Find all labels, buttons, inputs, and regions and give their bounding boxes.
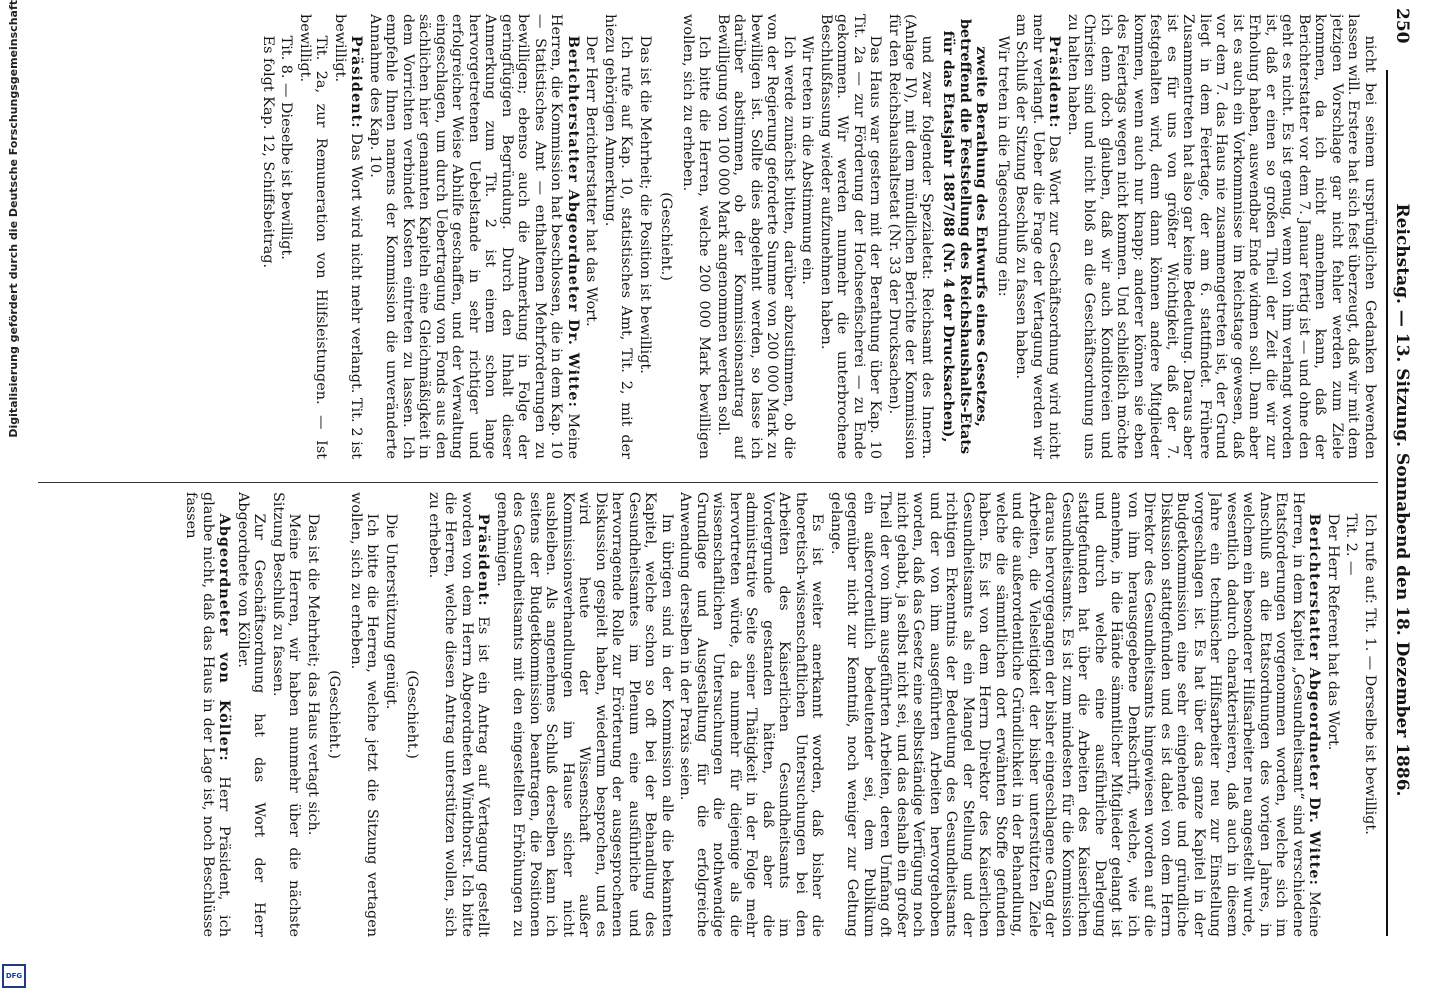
column-divider [38, 482, 1378, 483]
paragraph [828, 492, 1323, 937]
paragraph [383, 492, 400, 937]
paragraph-text: Die Unterstützung genügt. [383, 513, 399, 710]
paragraph-text: zweite Berathung des Entwurfs eines Gesetzes, betreffend die Feststellung des Reichshaushalts-Etats für das Etatsjahr 1887/88 (Nr. 4 der Drucksachen), [940, 18, 991, 455]
speaker-name: Präsident: [475, 513, 493, 607]
page-header [1388, 0, 1432, 1000]
digitization-credit [0, 0, 24, 950]
paragraph [332, 14, 365, 459]
paragraph-text: Das ist die Mehrheit; die Position ist bewilligt. [637, 35, 653, 374]
paragraph-text: und zwar folgender Spezialetat: Reichsamt des Innern. (Anlage IV), mit dem mündlichen Berichte der Kommission für den Reichshaushaltsetat (Nr. 33 der Drucksachen). [886, 14, 935, 459]
right-column [38, 492, 1378, 937]
paragraph-text: Ich rufe auf: Tit. 1. — Derselbe ist bewilligt. [1362, 513, 1378, 835]
paragraph [995, 14, 1012, 459]
paragraph-text: (Geschieht.) [658, 192, 675, 281]
paragraph-text: (Geschieht.) [326, 670, 343, 759]
paragraph [235, 492, 268, 937]
paragraph-text: Es ist weiter anerkannt worden, daß bisher die theoretisch-wissenschaftlichen Untersuchungen bei den Arbeiten des Kaiserlichen Gesundheitsamts im Vordergrunde gestanden hätten, daß aber die administrative Seite seiner Thätigkeit in der Folge mehr hervortreten würde, da nunmehr für diejenige als die wissenschaftlichen Untersuchungen die nothwendige Grundlage und Ausgestaltung für die erfolgreiche Anwendung derselben in der Praxis seien. [677, 492, 826, 937]
paragraph [1325, 492, 1342, 937]
paragraph-text: Ich werde zunächst bitten, darüber abzustimmen, ob die von der Regierung geforderte Summe von 200 000 Mark zu bewilligen ist. Sollte dies abgelehnt werden, so lasse ich darüber abstimmen, ob der Kommissionsantrag auf Bewilligung von 100 000 Mark angenommen werden soll. [715, 14, 797, 459]
running-title: Reichstag. — 13. Sitzung. Sonnabend den 18. Dezember 1886. [1392, 203, 1412, 797]
paragraph [680, 14, 713, 459]
speaker-name: Abgeordneter von Köller: [216, 513, 234, 762]
paragraph-text: Tit. 8. — Dieselbe ist bewilligt. [278, 35, 295, 260]
speaker-name: Berichterstatter Abgeordneter Dr. Witte: [1306, 513, 1324, 886]
paragraph-text: Es ist ein Antrag auf Vertagung gestellt worden von dem Herrn Abgeordneten Windthorst. Ich bitte die Herren, welche diesen Antrag unterstützen wollen, sich zu erheben. [426, 492, 492, 937]
paragraph [818, 14, 884, 459]
header-rule [1386, 70, 1388, 936]
credit-text: Digitalisierung gefördert durch die Deutsche Forschungsgemeinschaft [7, 0, 20, 438]
paragraph [404, 492, 421, 937]
speaker-name: Präsident: [348, 35, 366, 129]
paragraph-text: Meine Herren, die Kommission hat beschlossen, die in dem Kap. 10 — Statistisches Amt — enthaltenen Mehrforderungen zu bewilligen; ebenso auch die Anmerkung in Folge der geringfügigen Begründung. Durch den Inhalt dieser Anmerkung zum Tit. 2 ist einem schon lange hervorgetretenen Uebelstande in sehr richtiger und erfolgreicher Weise Abhilfe geschaffen, und der Verwaltung eingeschlagen, um durch Uebertragung von Fonds aus den sächlichen hier genannten Kapiteln eine Gleichmäßigkeit in dem Vorrichten verbindet Kosten eintreten zu lassen. Ich empfehle Ihnen namens der Kommission die unveränderte Annahme des Kap. 10. [367, 14, 581, 459]
paragraph-text: Das Wort wird nicht mehr verlangt. Tit. 2 ist bewilligt. [332, 14, 365, 459]
paragraph-text: Der Herr Referent hat das Wort. [1325, 513, 1341, 751]
paragraph [278, 14, 295, 459]
paragraph-text: Ich bitte die Herren, welche jetzt die Sitzung vertagen wollen, sich zu erheben. [348, 492, 381, 937]
paragraph-text: Das Wort zur Geschäftsordnung wird nicht mehr verlangt. Ueber die Frage der Vertagung werden wir am Schluß der Sitzung Beschluß zu fassen haben. [1013, 14, 1063, 459]
paragraph-text: Im übrigen sind in der Kommission alle die bekannten Kapitel, welche schon so oft bei der Behandlung des Gesundheitsamtes im Plenum eine ausführliche und hervorragende Rolle zur Erörterung der ausgesprochenen Diskussion gespielt haben, wiederum besprochen, und es wird heute der Wissenschaft außer Kommissionsverhandlungen im Hause sicher nicht ausbleiben. Als angenehmes Schluß derselben kann ich seitens der Budgetkommission beantragen, die Positionen des Gesundheitsamts mit den eingestellten Erhöhungen zu genehmigen. [494, 492, 675, 937]
paragraph-text: Wir treten in die Tagesordnung ein: [995, 35, 1011, 297]
paragraph-text: Meine Herren, wir haben nunmehr über die nächste Sitzung Beschluß zu fassen. [270, 492, 303, 937]
paragraph [270, 492, 303, 937]
paragraph [494, 492, 676, 937]
paragraph [1065, 14, 1379, 459]
paragraph [583, 14, 600, 459]
dfg-logo: DFG [2, 964, 26, 988]
speaker-name: Berichterstatter Abgeordneter Dr. Witte: [565, 35, 582, 408]
paragraph [658, 14, 675, 459]
paragraph [348, 492, 381, 937]
paragraph-text: Zur Geschäftsordnung hat das Wort der Herr Abgeordnete von Köller. [235, 492, 268, 937]
paragraph-text: Das ist die Mehrheit; das Haus vertagt sich. [305, 513, 321, 836]
paragraph [677, 492, 826, 937]
paragraph [297, 14, 330, 459]
paragraph [715, 14, 798, 459]
paragraph-text: Meine Herren, in dem Kapitel „Gesundheitsamt“ sind verschiedene Etatsforderungen vorgenommen worden, welche sich im Anschluß an die Etatsordnungen des vorigen Jahres, in welchem ein besonderer Hilfsarbeiter neu angestellt wurde, wesentlich dadurch charakterisieren, daß auch in diesem Jahre ein technischer Hilfsarbeiter neu zur Einstellung vorgeschlagen ist. Es hat über das ganze Kapitel in der Budgetkommission eine sehr eingehende und gründliche Diskussion stattgefunden und es ist dabei von dem Herrn Direktor des Gesundheitsamts hingewiesen worden auf die von ihm herausgegebene Denkschrift, welche, wie ich annehme, in die Hände sämmtlicher Mitglieder gelangt ist und durch welche eine ausführliche Darlegung stattgefunden hat über die Arbeiten des Kaiserlichen Gesundheitsamts. Es ist zum mindesten für die Kommission daraus hervorgegangen der bisher eingeschlagene Gang der Arbeiten, die Vielseitigkeit der bisher unterstützten Ziele und die außerordentliche Gründlichkeit in der Behandlung, welche die sämmtlichen dort erwähnten Stoffe gefunden haben. Es ist von dem Herrn Direktor des Kaiserlichen Gesundheitsamts als ein Mangel der Stellung und der richtigen Erkenntnis der Bedeutung des Gesundheitsamts und der von ihm ausgeführten Arbeiten hervorgehoben worden, daß das Gesetz eine selbstständige Verfügung noch nicht gehabt, ja selbst nicht sei, und das deshalb ein großer Theil der von ihm ausgeführten Arbeiten, deren Umfang oft ein außerordentlich bedeutender sei, dem Publikum gegenüber nicht zur Kenntniß, noch weniger zur Geltung gelange. [828, 492, 1323, 937]
paragraph-text: Ich bitte die Herren, welche 200 000 Mark bewilligen wollen, sich zu erheben. [680, 14, 713, 459]
paragraph-text: Wir treten in die Abstimmung ein. [799, 35, 816, 285]
paragraph-text: Der Herr Berichterstatter hat das Wort. [583, 35, 600, 327]
paragraph [367, 14, 582, 459]
paragraph [1013, 14, 1063, 459]
paragraph-text: Das Haus war gestern mit der Berathung über Kap. 10 Tit. 2a — zur Förderung der Hochseefischerei — zu Ende gekommen. Wir werden nunmehr die unterbrochene Beschlußfassung wieder aufzunehmen haben. [818, 14, 884, 459]
paragraph [602, 14, 635, 459]
paragraph-text: Tit. 2a, zur Remuneration von Hilfsleistungen. — Ist bewilligt. [297, 14, 330, 459]
paragraph [426, 492, 492, 937]
speaker-name: Präsident: [1046, 35, 1064, 129]
paragraph-text: Es folgt Kap. 12, Schiffsbeitrag. [260, 35, 276, 269]
paragraph-text: (Geschieht.) [404, 670, 421, 759]
paragraph [183, 492, 233, 937]
paragraph [799, 14, 816, 459]
left-column [38, 14, 1378, 459]
paragraph [1362, 492, 1379, 937]
paragraph [305, 492, 322, 937]
paragraph [1343, 492, 1360, 937]
paragraph [260, 14, 277, 459]
paragraph [886, 14, 936, 459]
paragraph-text: Ich rufe auf Kap. 10, statistisches Amt, Tit. 2, mit der hiezu gehörigen Anmerkung. [602, 14, 635, 459]
paragraph-text: nicht bei seinem ursprünglichen Gedanken bewenden lassen will. Erstere hat sich fest überzeugt, daß wir mit dem jetzigen Vorschlage gar nicht fehler werden zum Ziele kommen, da ich nicht annehmen kann, daß der Berichterstatter vor dem 7. Januar fertig ist — und ohne den geht es nicht. Es ist genug, wenn von ihm verlangt worden ist, daß er einen so großen Theil der Zeit die wir zur Erholung haben, auswendbar Ende widmen soll. Dann aber ist es auch ein Vorkommnisse im Reichstage gewesen, daß vor dem 7. das Haus nie zusammengetreten ist, der Grund liegt in dem Feiertage, der am 6. stattfindet. Frühere Zusammentreten hat also gar keine Bedeutung. Daraus aber ist es für uns von größter Wichtigkeit, daß der 7. festgehalten wird, denn dann können andere Mitglieder kommen, wenn auch nur knapp; anderer können sie eben des Feiertags wegen nicht kommen. Und schließlich möchte ich denn doch glauben, daß wir auch Konditoreien und Christen sind und nicht bloß an die Geschäftsordnung uns zu halten haben. [1065, 14, 1378, 459]
paragraph-text: Herr Präsident, ich glaube nicht, daß das Haus in der Lage ist, noch Beschlüsse fassen [183, 492, 233, 937]
paragraph [326, 492, 343, 937]
paragraph [637, 14, 654, 459]
page-number: 250 [1392, 8, 1412, 44]
paragraph [940, 14, 990, 459]
paragraph-text: Tit. 2. — [1343, 513, 1360, 576]
